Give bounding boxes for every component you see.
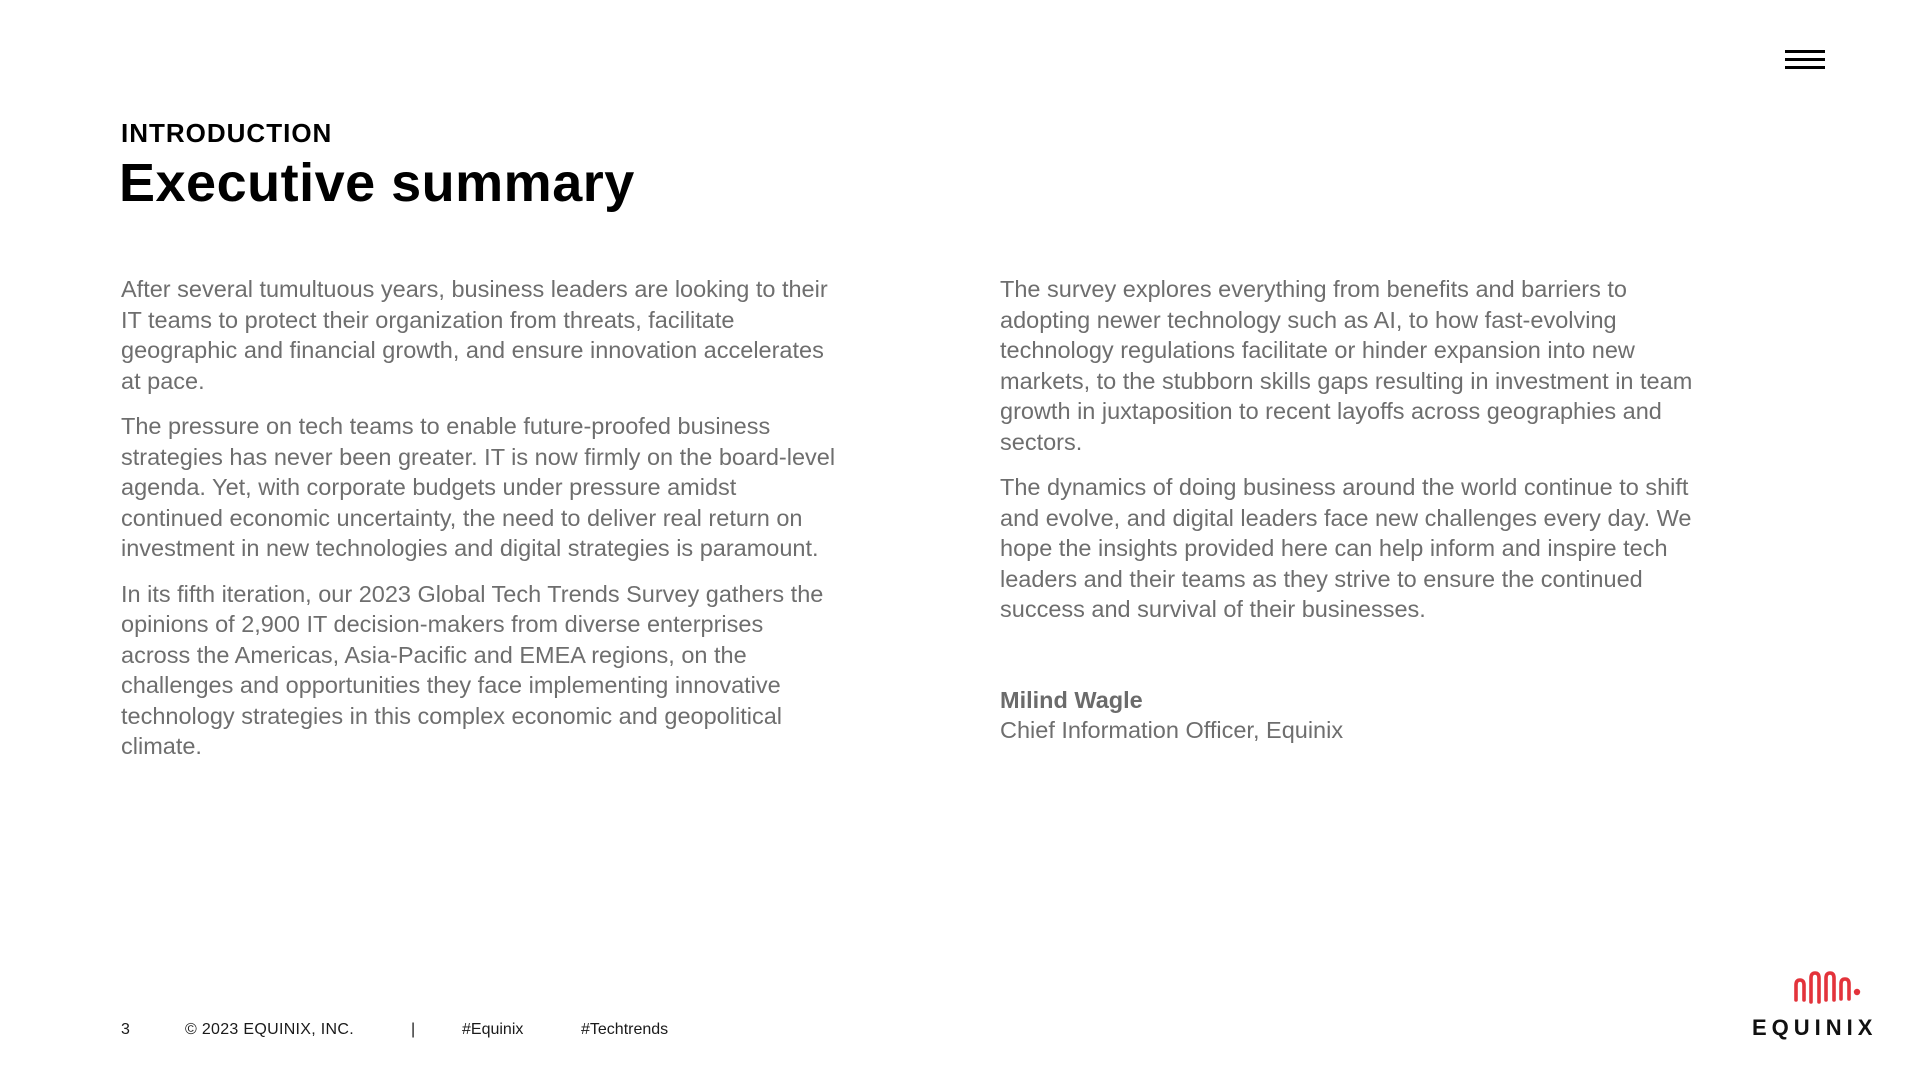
page-number: 3 — [121, 1021, 130, 1038]
page-title: Executive summary — [119, 153, 635, 213]
signature-block — [1000, 685, 1720, 746]
hamburger-menu-icon-bar — [1785, 66, 1825, 69]
equinix-logo[interactable] — [1752, 970, 1892, 1040]
body-paragraph: After several tumultuous years, business leaders are looking to their IT teams to protect their organization from threats, facilitate geographic and financial growth, and ensure innovation accelerates at pace. — [121, 276, 828, 394]
equinix-logo-mark-icon — [1792, 970, 1862, 1008]
logo-wordmark: EQUINIX — [1752, 1015, 1878, 1040]
menu-button[interactable] — [1785, 50, 1825, 74]
body-paragraph: In its fifth iteration, our 2023 Global Tech Trends Survey gathers the opinions of 2,900 IT decision-makers from diverse enterprises across the Americas, Asia-Pacific and EMEA regions, on the challenges and opportunities they face implementing innovative technology strategies in this complex economic and geopolitical climate. — [121, 580, 824, 759]
left-column — [121, 274, 836, 777]
section-eyebrow: INTRODUCTION — [121, 118, 333, 148]
hamburger-menu-icon-bar — [1785, 58, 1825, 61]
hamburger-menu-icon — [1785, 50, 1825, 53]
body-paragraph: The pressure on tech teams to enable future-proofed business strategies has never been greater. IT is now firmly on the board-level agenda. Yet, with corporate budgets under pressure amidst continued economic uncertainty, the need to deliver real return on investment in new technologies and digital strategies is paramount. — [121, 413, 836, 561]
footer-separator: | — [411, 1021, 416, 1038]
body-paragraph: The dynamics of doing business around the world continue to shift and evolve, and digital leaders face new challenges every day. We hope the insights provided here can help inform and inspire tech leaders and their teams as they strive to ensure the continued success and survival of their businesses. — [1000, 474, 1692, 622]
signature-role: Chief Information Officer, Equinix — [1000, 717, 1344, 743]
hashtag-link-techtrends[interactable]: #Techtrends — [581, 1021, 669, 1038]
copyright-notice: © 2023 EQUINIX, INC. — [185, 1021, 354, 1038]
hashtag-link-equinix[interactable]: #Equinix — [462, 1021, 524, 1038]
body-paragraph: The survey explores everything from benefits and barriers to adopting newer technology such as AI, to how fast-evolving technology regulations facilitate or hinder expansion into new markets, to the stubborn skills gaps resulting in investment in team growth in juxtaposition to recent layoffs across geographies and sectors. — [1000, 276, 1693, 455]
signature-name: Milind Wagle — [1000, 686, 1143, 713]
right-column — [1000, 274, 1720, 746]
